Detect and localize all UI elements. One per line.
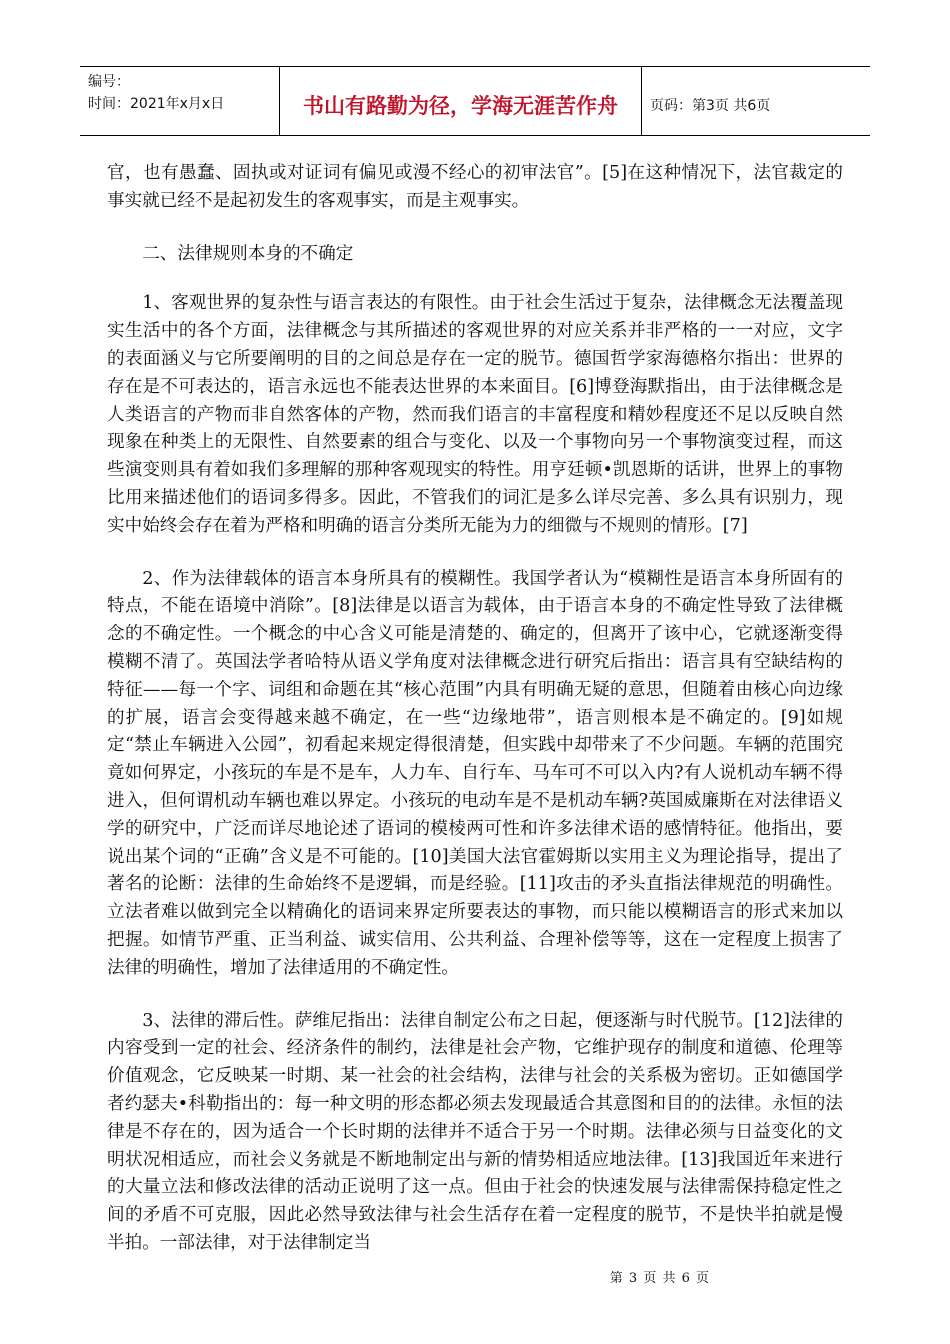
paragraph: 3、法律的滞后性。萨维尼指出：法律自制定公布之日起，便逐渐与时代脱节。[12]法律的内容受到一定的社会、经济条件的制约，法律是社会产物，它维护现存的制度和道德、伦理等价值观念，它反映某一时期、某一社会的社会结构，法律与社会的关系极为密切。正如德国学者约瑟夫•科勒指出的：每一种文明的形态都必须去发现最适合其意图和目的的法律。永恒的法律是不存在的，因为适合一个长时期的法律并不适合于另一个时期。法律必须与日益变化的文明状况相适应，而社会义务就是不断地制定出与新的情势相适应地法律。[13]我国近年来进行的大量立法和修改法律的活动正说明了这一点。但由于社会的快速发展与法律需保持稳定性之间的矛盾不可克服，因此必然导致法律与社会生活存在着一定程度的脱节，不是快半拍就是慢半拍。一部法律，对于法律制定当 bbox=[107, 1010, 843, 1253]
document-body bbox=[107, 160, 843, 1283]
header-page-info: 页码：第3页 共6页 bbox=[650, 98, 771, 114]
page-header bbox=[80, 66, 870, 136]
paragraph: 2、作为法律载体的语言本身所具有的模糊性。我国学者认为“模糊性是语言本身所固有的特点，不能在语境中消除”。[8]法律是以语言为载体，由于语言本身的不确定性导致了法律概念的不确定性。一个概念的中心含义可能是清楚的、确定的，但离开了该中心，它就逐渐变得模糊不清了。英国法学者哈特从语义学角度对法律概念进行研究后指出：语言具有空缺结构的特征——每一个字、词组和命题在其“核心范围”内具有明确无疑的意思，但随着由核心向边缘的扩展，语言会变得越来越不确定，在一些“边缘地带”，语言则根本是不确定的。[9]如规定“禁止车辆进入公园”，初看起来规定得很清楚，但实践中却带来了不少问题。车辆的范围究竟如何界定，小孩玩的车是不是车，人力车、自行车、马车可不可以入内?有人说机动车辆不得进入，但何谓机动车辆也难以界定。小孩玩的电动车是不是机动车辆?英国威廉斯在对法律语义学的研究中，广泛而详尽地论述了语词的模棱两可性和许多法律术语的感情特征。他指出，要说出某个词的“正确”含义是不可能的。[10]美国大法官霍姆斯以实用主义为理论指导，提出了著名的论断：法律的生命始终不是逻辑，而是经验。[11]攻击的矛头直指法律规范的明确性。立法者难以做到完全以精确化的语词来界定所要表达的事物，而只能以模糊语言的形式来加以把握。如情节严重、正当利益、诚实信用、公共利益、合理补偿等等，这在一定程度上损害了法律的明确性，增加了法律适用的不确定性。 bbox=[107, 568, 843, 978]
section-heading: 二、法律规则本身的不确定 bbox=[142, 243, 354, 264]
header-motto: 书山有路勤为径，学海无涯苦作舟 bbox=[280, 67, 642, 135]
page-footer: 第 3 页 共 6 页 bbox=[609, 1271, 710, 1286]
paragraph-continuation: 官，也有愚蠢、固执或对证词有偏见或漫不经心的初审法官”。[5]在这种情况下，法官裁定的事实就已经不是起初发生的客观事实，而是主观事实。 bbox=[107, 163, 843, 211]
header-meta bbox=[80, 67, 280, 135]
paragraph: 1、客观世界的复杂性与语言表达的有限性。由于社会生活过于复杂，法律概念无法覆盖现实生活中的各个方面，法律概念与其所描述的客观世界的对应关系并非严格的一一对应，文字的表面涵义与它所要阐明的目的之间总是存在一定的脱节。德国哲学家海德格尔指出：世界的存在是不可表达的，语言永远也不能表达世界的本来面目。[6]博登海默指出，由于法律概念是人类语言的产物而非自然客体的产物，然而我们语言的丰富程度和精妙程度还不足以反映自然现象在种类上的无限性、自然要素的组合与变化、以及一个事物向另一个事物演变过程，而这些演变则具有着如我们多理解的那种客观现实的特性。用亨廷顿•凯恩斯的话讲，世界上的事物比用来描述他们的语词多得多。因此，不管我们的词汇是多么详尽完善、多么具有识别力，现实中始终会存在着为严格和明确的语言分类所无能为力的细微与不规则的情形。[7] bbox=[107, 293, 843, 536]
doc-number-label: 编号： bbox=[88, 74, 130, 90]
doc-date-label: 时间：2021年x月x日 bbox=[88, 96, 225, 112]
